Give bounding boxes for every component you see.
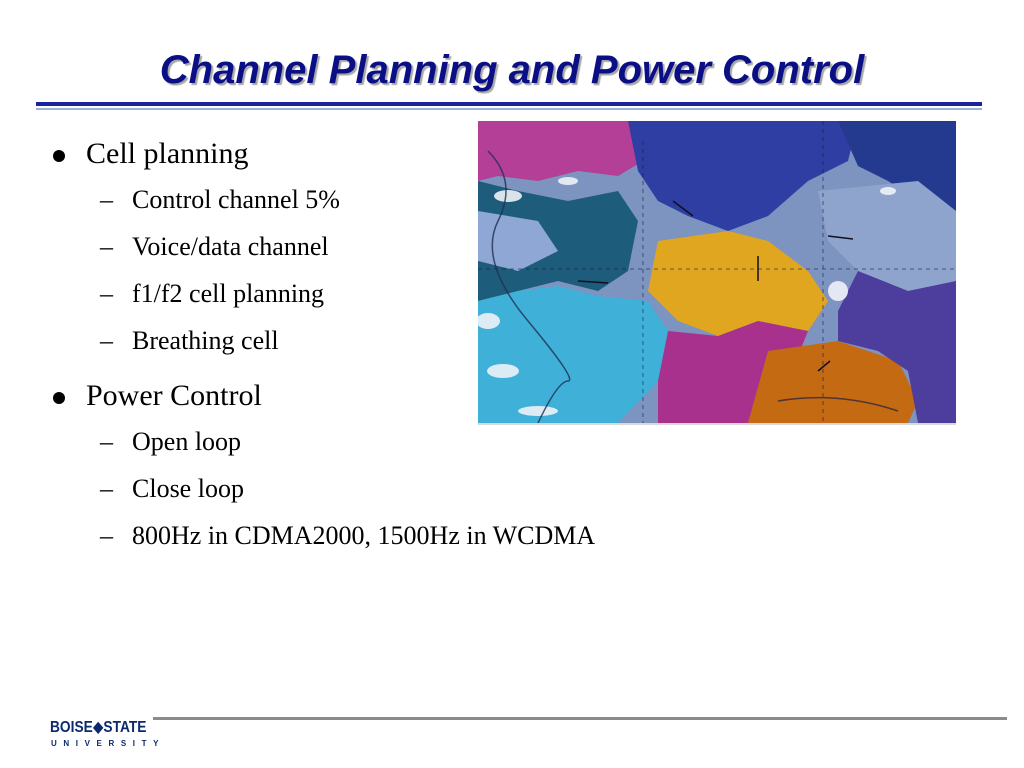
slide-title: Channel Planning and Power Control	[159, 48, 865, 92]
title-underline	[36, 102, 982, 106]
sub-bullet-text: Open loop	[132, 427, 242, 456]
bullet-dot	[53, 392, 65, 404]
bullet-label: Power Control	[86, 379, 262, 412]
bullet-label: Cell planning	[86, 137, 249, 170]
sub-bullet-text: 800Hz in CDMA2000, 1500Hz in WCDMA	[132, 521, 596, 550]
sub-bullet	[100, 473, 244, 505]
sub-bullet	[100, 231, 329, 263]
dash-marker: –	[100, 521, 113, 550]
sub-bullet	[100, 426, 241, 458]
sub-bullet-text: Breathing cell	[132, 326, 279, 355]
sub-bullet	[100, 520, 595, 552]
cell-coverage-map-image	[478, 121, 956, 425]
dash-marker: –	[100, 326, 113, 355]
bullet-dot	[53, 150, 65, 162]
title-underline-light	[36, 108, 982, 110]
sub-bullet-text: Voice/data channel	[132, 232, 329, 261]
dash-marker: –	[100, 279, 113, 308]
dash-marker: –	[100, 474, 113, 503]
sub-bullet-text: f1/f2 cell planning	[132, 279, 325, 308]
dash-marker: –	[100, 427, 113, 456]
dash-marker: –	[100, 232, 113, 261]
university-logo	[50, 718, 166, 750]
sub-bullet	[100, 278, 324, 310]
logo-subtext: UNIVERSITY	[51, 739, 166, 748]
sub-bullet-text: Close loop	[132, 474, 244, 503]
logo-wordmark: BOISE◆STATE	[50, 719, 147, 736]
footer-rule	[153, 717, 1007, 720]
sub-bullet-text: Control channel 5%	[132, 185, 340, 214]
dash-marker: –	[100, 185, 113, 214]
sub-bullet	[100, 184, 340, 216]
sub-bullet	[100, 325, 279, 357]
